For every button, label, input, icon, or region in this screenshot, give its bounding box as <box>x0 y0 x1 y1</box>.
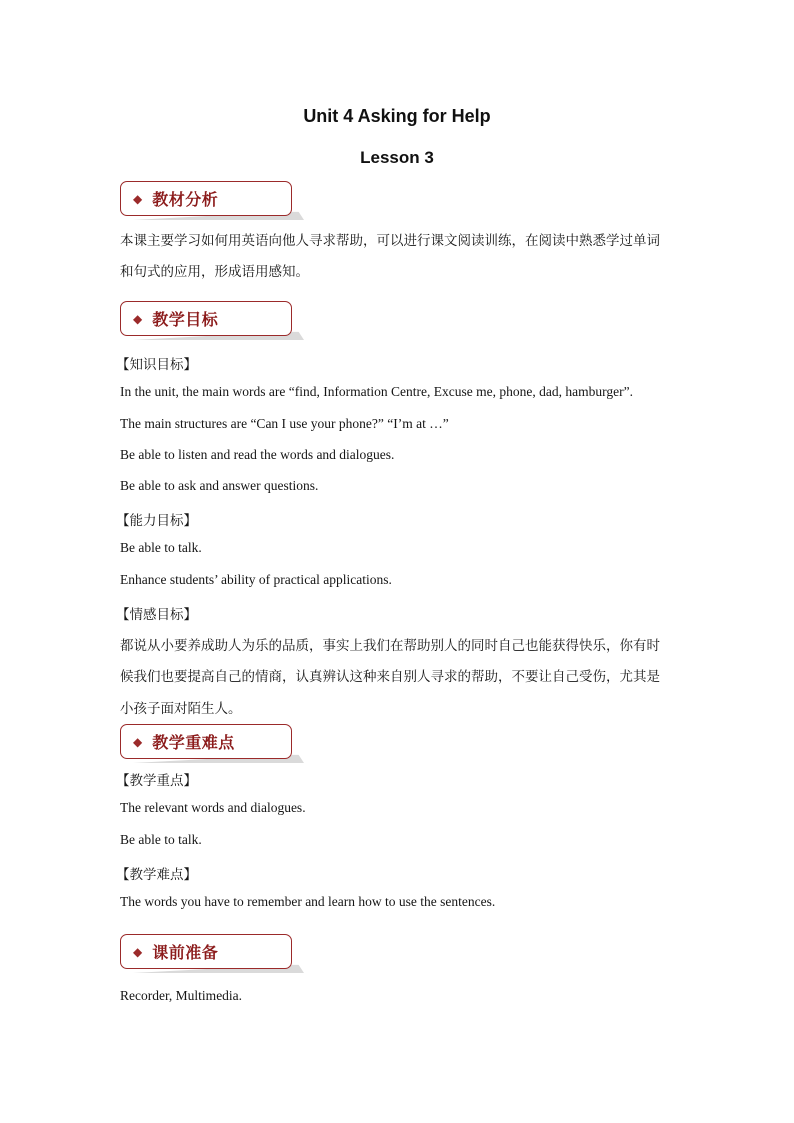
emotion-heading: 【情感目标】 <box>116 607 197 623</box>
difficulty-heading: 【教学难点】 <box>116 867 197 883</box>
section-header-analysis <box>120 181 292 216</box>
knowledge-line: Be able to listen and read the words and dialogues. <box>120 447 395 462</box>
focus-line: The relevant words and dialogues. <box>120 800 306 815</box>
diamond-icon: ◆ <box>133 311 143 326</box>
section-label: 教学重难点 <box>152 733 235 752</box>
preparation-line: Recorder, Multimedia. <box>120 988 243 1003</box>
diamond-icon: ◆ <box>133 191 143 206</box>
difficulty-line: The words you have to remember and learn how to use the sentences. <box>120 894 496 909</box>
knowledge-line: In the unit, the main words are “find, Information Centre, Excuse me, phone, dad, hamburger”. <box>120 384 633 399</box>
emotion-line: 小孩子面对陌生人。 <box>120 701 242 717</box>
diamond-icon: ◆ <box>133 944 143 959</box>
diamond-icon: ◆ <box>133 734 143 749</box>
emotion-line: 都说从小要养成助人为乐的品质，事实上我们在帮助别人的同时自己也能获得快乐，你有时 <box>120 638 660 654</box>
ability-line: Be able to talk. <box>120 540 202 555</box>
focus-line: Be able to talk. <box>120 832 202 847</box>
section-header-preparation <box>120 934 292 969</box>
analysis-line: 和句式的应用，形成语用感知。 <box>120 264 309 280</box>
knowledge-line: Be able to ask and answer questions. <box>120 478 319 493</box>
document-title: Unit 4 Asking for Help <box>303 106 491 126</box>
section-label: 教材分析 <box>152 190 219 209</box>
section-header-key-points <box>120 724 292 759</box>
knowledge-line: The main structures are “Can I use your phone?” “I’m at …” <box>120 416 449 431</box>
section-label: 课前准备 <box>152 943 219 962</box>
ability-line: Enhance students’ ability of practical applications. <box>120 572 392 587</box>
knowledge-heading: 【知识目标】 <box>116 357 197 373</box>
ability-heading: 【能力目标】 <box>116 513 197 529</box>
focus-heading: 【教学重点】 <box>116 773 197 789</box>
section-header-objectives <box>120 301 292 336</box>
analysis-line: 本课主要学习如何用英语向他人寻求帮助，可以进行课文阅读训练，在阅读中熟悉学过单词 <box>120 233 660 249</box>
lesson-subtitle: Lesson 3 <box>360 148 434 167</box>
section-label: 教学目标 <box>152 310 219 329</box>
emotion-line: 候我们也要提高自己的情商，认真辨认这种来自别人寻求的帮助，不要让自己受伤，尤其是 <box>120 669 660 685</box>
